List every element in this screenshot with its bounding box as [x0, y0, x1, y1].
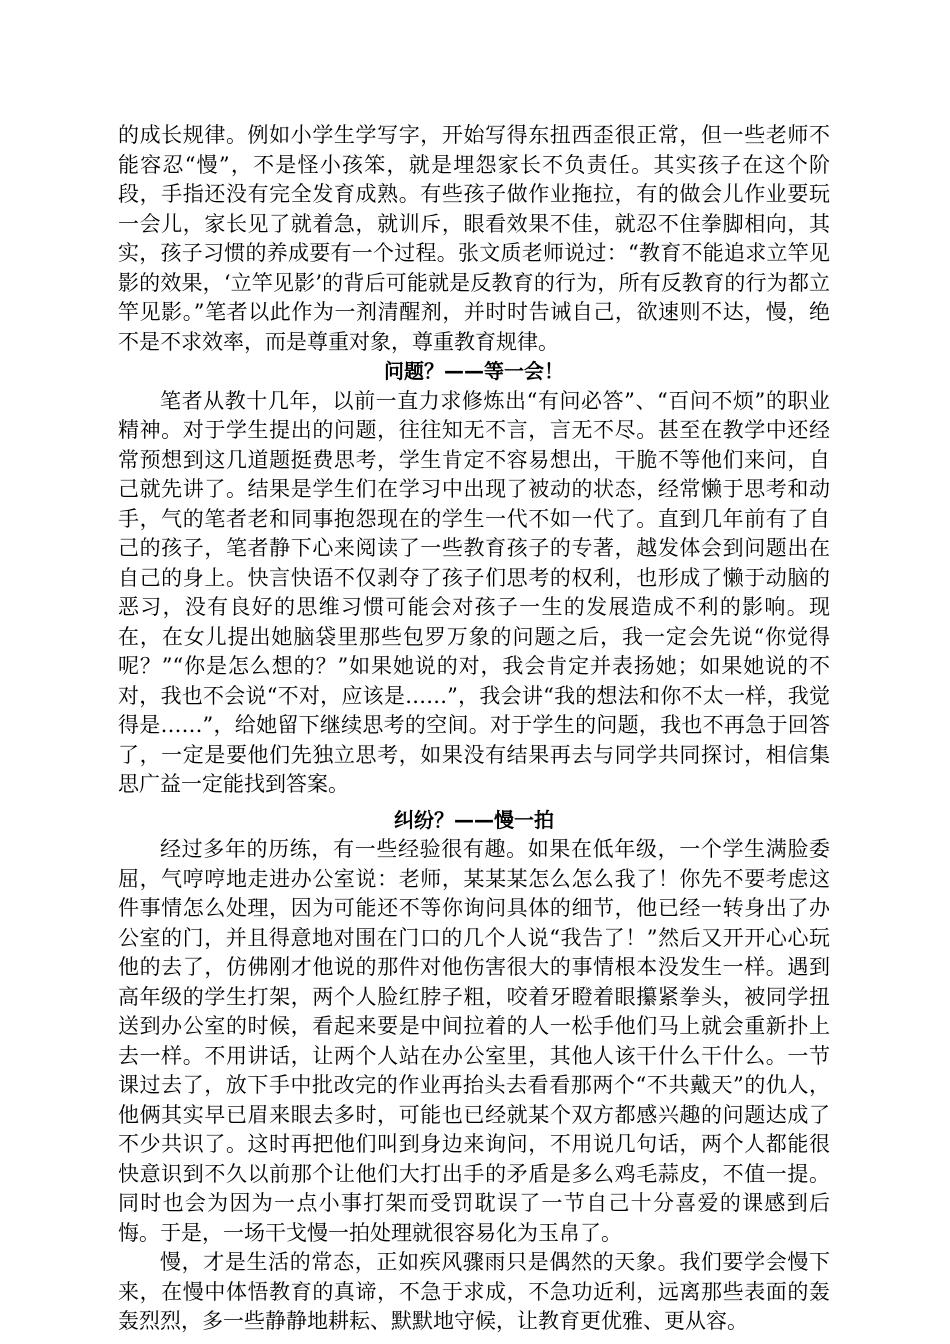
article-body — [118, 121, 830, 1337]
paragraph-growth-rules: 的成长规律。例如小学生学写字，开始写得东扭西歪很正常，但一些老师不能容忍“慢”，不是怪小孩笨，就是埋怨家长不负责任。其实孩子在这个阶段，手指还没有完全发育成熟。有些孩子做作业拖拉，有的做会儿作业要玩一会儿，家长见了就着急，就训斥，眼看效果不佳，就忍不住拳脚相向，其实，孩子习惯的养成要有一个过程。张文质老师说过：“教育不能追求立竿见影的效果，‘立竿见影’的背后可能就是反教育的行为，所有反教育的行为都立竿见影。”笔者以此作为一剂清醒剂，并时时告诫自己，欲速则不达，慢，绝不是不求效率，而是尊重对象，尊重教育规律。 — [118, 123, 830, 354]
section-heading-disputes: 纠纷？——慢一拍 — [394, 807, 554, 832]
paragraph-questions: 笔者从教十几年，以前一直力求修炼出“有问必答”、“百问不烦”的职业精神。对于学生提出的问题，往往知无不言，言无不尽。甚至在教学中还经常预想到这几道题挺费思考，学生肯定不容易想出，干脆不等他们来问，自己就先讲了。结果是学生们在学习中出现了被动的状态，经常懒于思考和动手，气的笔者老和同事抱怨现在的学生一代不如一代了。直到几年前有了自己的孩子，笔者静下心来阅读了一些教育孩子的专著，越发体会到问题出在自己的身上。快言快语不仅剥夺了孩子们思考的权利，也形成了懒于动脑的恶习，没有良好的思维习惯可能会对孩子一生的发展造成不利的影响。现在，在女儿提出她脑袋里那些包罗万象的问题之后，我一定会先说“你觉得呢？”“你是怎么想的？”如果她说的对，我会肯定并表扬她；如果她说的不对，我也不会说“不对，应该是……”，我会讲“我的想法和你不太一样，我觉得是……”，给她留下继续思考的空间。对于学生的问题，我也不再急于回答了，一定是要他们先独立思考，如果没有结果再去与同学共同探讨，相信集思广益一定能找到答案。 — [118, 388, 830, 796]
section-heading-questions: 问题？——等一会！ — [384, 359, 564, 383]
paragraph-disputes: 经过多年的历练，有一些经验很有趣。如果在低年级，一个学生满脸委屈，气哼哼地走进办公室说：老师，某某某怎么怎么我了！你先不要考虑这件事情怎么处理，因为可能还不等你询问具体的细节，他已经一转身出了办公室的门，并且得意地对围在门口的几个人说“我告了！”然后又开开心心玩他的去了，仿佛刚才他说的那件对他伤害很大的事情根本没发生一样。遇到高年级的学生打架，两个人脸红脖子粗，咬着牙瞪着眼攥紧拳头，被同学扭送到办公室的时候，看起来要是中间拉着的人一松手他们马上就会重新扑上去一样。不用讲话，让两个人站在办公室里，其他人该干什么干什么。一节课过去了，放下手中批改完的作业再抬头去看看那两个“不共戴天”的仇人，他俩其实早已眉来眼去多时，可能也已经就某个双方都感兴趣的问题达成了不少共识了。这时再把他们叫到身边来询问，不用说几句话，两个人都能很快意识到不久以前那个让他们大打出手的矛盾是多么鸡毛蒜皮，不值一提。同时也会为因为一点小事打架而受罚耽误了一节自己十分喜爱的课感到后悔。于是，一场干戈慢一拍处理就很容易化为玉帛了。 — [118, 837, 830, 1245]
paragraph-conclusion: 慢，才是生活的常态，正如疾风骤雨只是偶然的天象。我们要学会慢下来，在慢中体悟教育的真谛，不急于求成，不急功近利，远离那些表面的轰轰烈烈，多一些静静地耕耘、默默地守候，让教育更优雅、更从容。 — [118, 1250, 830, 1333]
